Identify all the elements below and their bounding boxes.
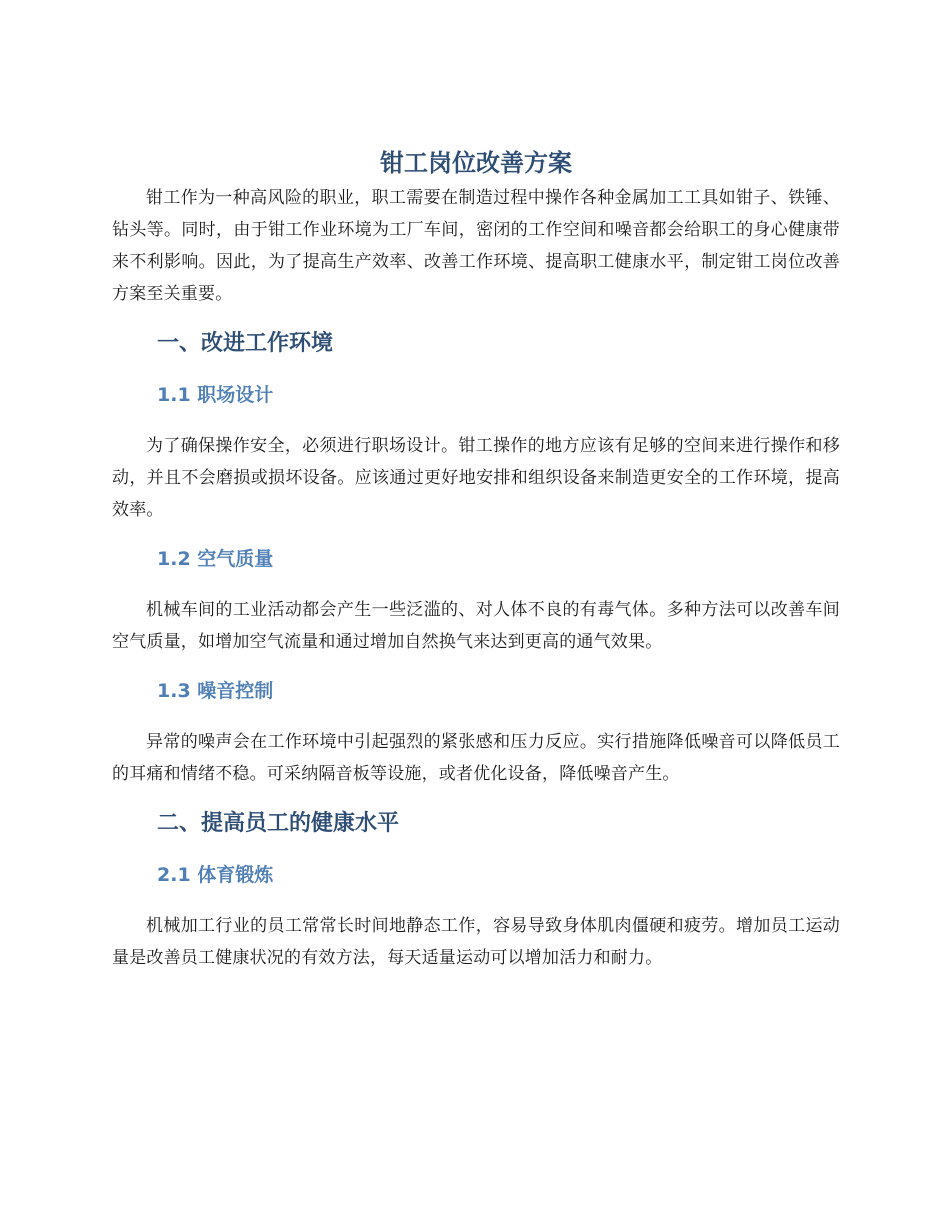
intro-paragraph: 钳工作为一种高风险的职业，职工需要在制造过程中操作各种金属加工工具如钳子、铁锤、钻头等。同时，由于钳工作业环境为工厂车间，密闭的工作空间和噪音都会给职工的身心健康带来不利影响。因此，为了提高生产效率、改善工作环境、提高职工健康水平，制定钳工岗位改善方案至关重要。 bbox=[112, 188, 840, 304]
section-heading-2: 二、提高员工的健康水平 bbox=[157, 811, 400, 836]
subsection-paragraph-1-2: 机械车间的工业活动都会产生一些泛滥的、对人体不良的有毒气体。多种方法可以改善车间空气质量，如增加空气流量和通过增加自然换气来达到更高的通气效果。 bbox=[112, 600, 840, 652]
subsection-heading-2-1: 2.1 体育锻炼 bbox=[157, 864, 274, 886]
document-page bbox=[112, 146, 840, 974]
section-heading-1: 一、改进工作环境 bbox=[157, 331, 334, 356]
document-title: 钳工岗位改善方案 bbox=[380, 149, 572, 177]
subsection-paragraph-1-3: 异常的噪声会在工作环境中引起强烈的紧张感和压力反应。实行措施降低噪音可以降低员工的耳痛和情绪不稳。可采纳隔音板等设施，或者优化设备，降低噪音产生。 bbox=[112, 732, 840, 784]
subsection-heading-1-2: 1.2 空气质量 bbox=[157, 548, 274, 570]
subsection-heading-1-3: 1.3 噪音控制 bbox=[157, 680, 274, 702]
subsection-paragraph-1-1: 为了确保操作安全，必须进行职场设计。钳工操作的地方应该有足够的空间来进行操作和移动，并且不会磨损或损坏设备。应该通过更好地安排和组织设备来制造更安全的工作环境，提高效率。 bbox=[112, 436, 840, 520]
subsection-heading-1-1: 1.1 职场设计 bbox=[157, 384, 274, 406]
subsection-paragraph-2-1: 机械加工行业的员工常常长时间地静态工作，容易导致身体肌肉僵硬和疲劳。增加员工运动量是改善员工健康状况的有效方法，每天适量运动可以增加活力和耐力。 bbox=[112, 916, 840, 968]
